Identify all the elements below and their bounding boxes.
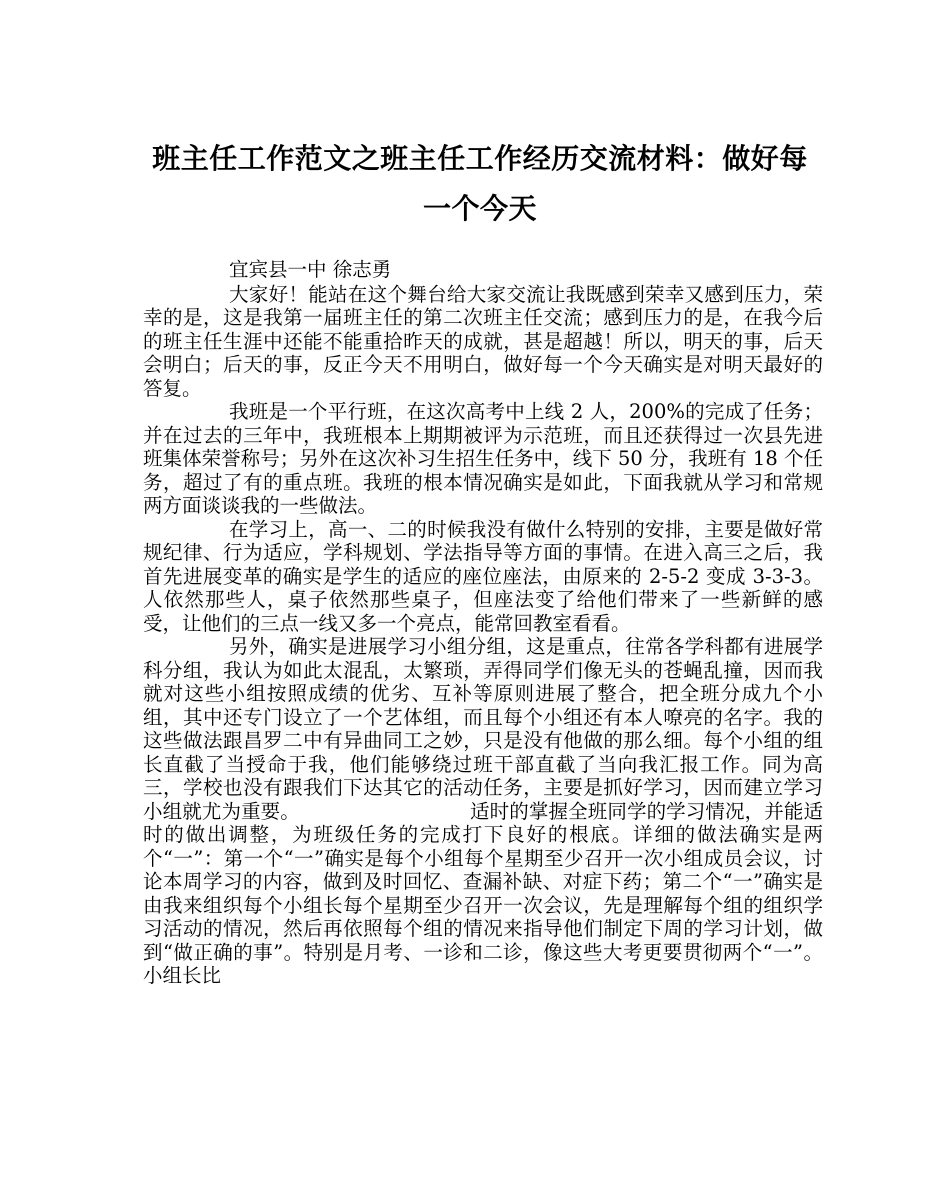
paragraph-4-part-1: 另外，确实是进展学习小组分组，这是重点，往常各学科都有进展学科分组，我认为如此太混乱，太繁琐，弄得同学们像无头的苍蝇乱撞，因而我就对这些小组按照成绩的优劣、互补等原则进展了整合，把全班分成九个小组，其中还专门设立了一个艺体组，而且每个小组还有本人嘹亮的名字。我的这些做法跟昌罗二中有异曲同工之妙，只是没有他做的那么细。每个小组的组长直截了当授命于我，他们能够绕过班干部直截了当向我汇报工作。同为高三，学校也没有跟我们下达其它的活动任务，主要是抓好学习，因而建立学习小组就尤为重要。 [143,635,823,823]
paragraph-2: 我班是一个平行班，在这次高考中上线 2 人，200%的完成了任务；并在过去的三年中，我班根本上期期被评为示范班，而且还获得过一次县先进班集体荣誉称号；另外在这次补习生招生任务中，线下 50 分，我班有 18 个任务，超过了有的重点班。我班的根本情况确实是如此，下面我就从学习和常规两方面谈谈我的一些做法。 [143,400,823,517]
document-body [143,258,823,988]
author-line: 宜宾县一中 徐志勇 [229,258,392,281]
document-title: 班主任工作范文之班主任工作经历交流材料：做好每一个今天 [152,142,808,225]
paragraph-4 [143,635,823,988]
paragraph-3: 在学习上，高一、二的时候我没有做什么特别的安排，主要是做好常规纪律、行为适应，学科规划、学法指导等方面的事情。在进入高三之后，我首先进展变革的确实是学生的适应的座位座法，由原来的 2-5-2 变成 3-3-3。人依然那些人，桌子依然那些桌子，但座法变了给他们带来了一些新鲜的感受，让他们的三点一线又多一个亮点，能常回教室看看。 [143,517,823,635]
paragraph-4-part-2: 适时的掌握全班同学的学习情况，并能适时的做出调整，为班级任务的完成打下良好的根底。详细的做法确实是两个“一”：第一个“一”确实是每个小组每个星期至少召开一次小组成员会议，讨论本周学习的内容，做到及时回忆、查漏补缺、对症下药；第二个“一”确实是由我来组织每个小组长每个星期至少召开一次会议，先是理解每个组的组织学习活动的情况，然后再依照每个组的情况来指导他们制定下周的学习计划，做到“做正确的事”。特别是月考、一诊和二诊，像这些大考更要贯彻两个“一”。小组长比 [143,799,823,987]
paragraph-1: 大家好！能站在这个舞台给大家交流让我既感到荣幸又感到压力，荣幸的是，这是我第一届班主任的第二次班主任交流；感到压力的是，在我今后的班主任生涯中还能不能重拾昨天的成就，甚是超越！所以，明天的事，后天会明白；后天的事，反正今天不用明白，做好每一个今天确实是对明天最好的答复。 [143,282,823,400]
